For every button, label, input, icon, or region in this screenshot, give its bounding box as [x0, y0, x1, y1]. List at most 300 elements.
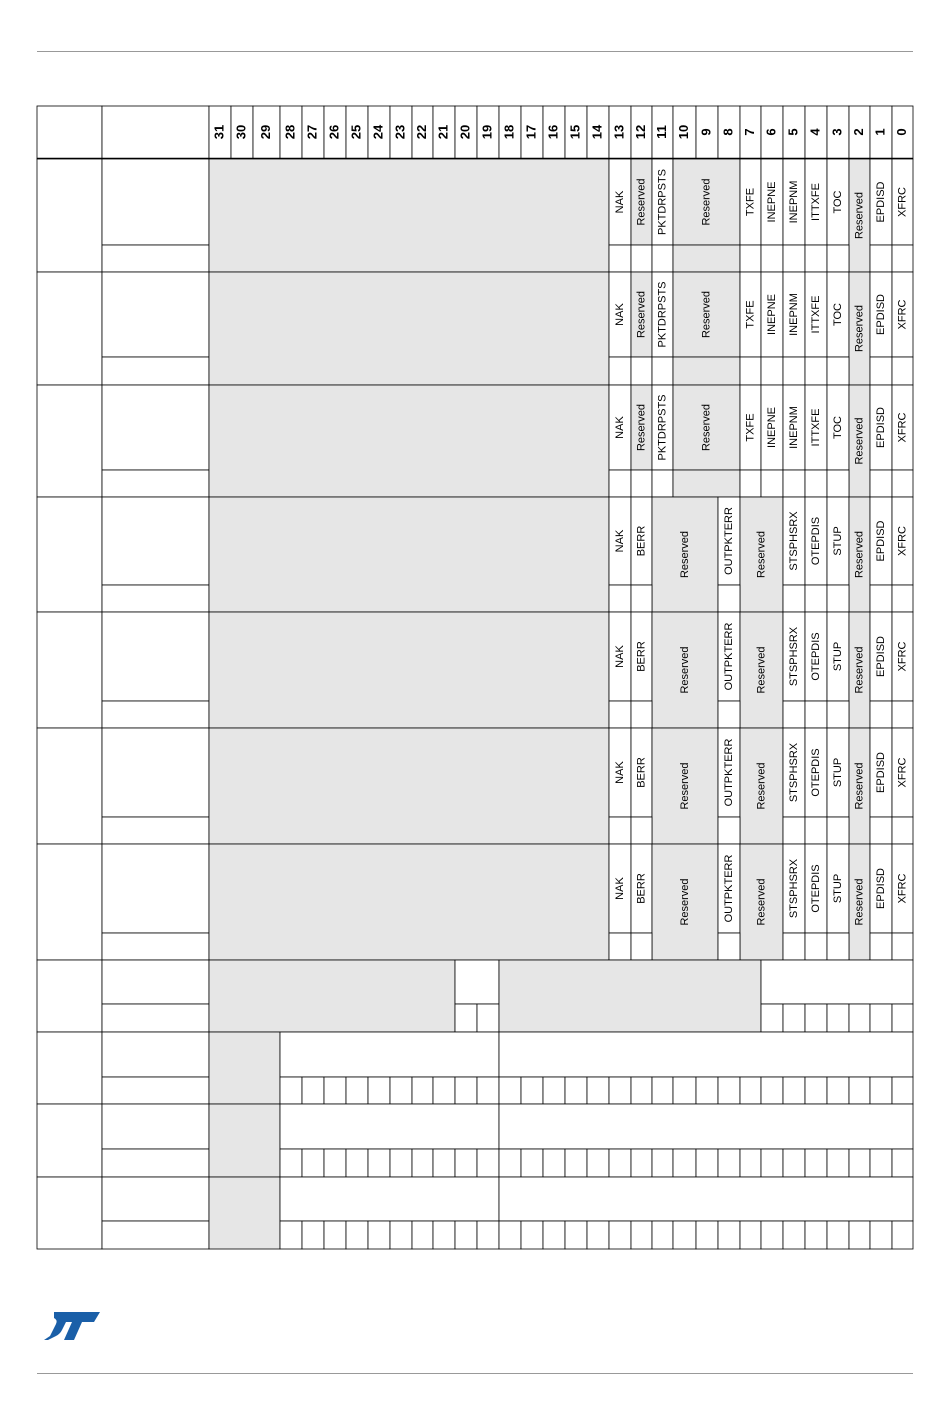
- field-label: Reserved: [853, 191, 866, 240]
- offset-cell: [37, 728, 102, 844]
- reset-value-cell: [718, 817, 740, 844]
- field-label: Reserved: [755, 530, 768, 579]
- reset-value-cell: [718, 933, 740, 960]
- field-label: INEPNE: [765, 407, 778, 448]
- bit-number: 1: [872, 128, 888, 136]
- field-label: Reserved: [635, 403, 648, 452]
- reset-value-cell: [390, 1149, 412, 1177]
- reset-value-cell: [761, 1221, 783, 1249]
- reset-value-cell: [609, 1149, 631, 1177]
- reset-value-cell: [433, 1077, 455, 1104]
- reset-value-cell: [324, 1149, 346, 1177]
- field-label: TXFE: [744, 300, 757, 329]
- reset-value-cell: [346, 1149, 368, 1177]
- field-label: OUTPKTERR: [722, 738, 735, 807]
- reset-value-cell: [870, 1077, 892, 1104]
- bit-number: 19: [479, 124, 495, 140]
- reset-value-cell: [870, 357, 892, 385]
- reset-value-cell: [543, 1221, 565, 1249]
- bit-field: [499, 1177, 913, 1221]
- bit-number: 24: [370, 124, 386, 140]
- field-label: XFRC: [896, 526, 909, 556]
- register-name-cell: [102, 1032, 209, 1077]
- reset-value-cell: [870, 1004, 892, 1032]
- reset-value-cell: [827, 1004, 849, 1032]
- reset-value-cell: [870, 817, 892, 844]
- reset-value-cell: [368, 1149, 390, 1177]
- field-label: Reserved: [700, 403, 713, 452]
- reset-value-cell: [892, 470, 913, 497]
- bit-field: [280, 1032, 499, 1077]
- field-label: STSPHSRX: [787, 626, 800, 687]
- reset-label-cell: [102, 817, 209, 844]
- bit-number: 2: [850, 128, 866, 136]
- reset-value-cell: [499, 1077, 521, 1104]
- reset-value-cell: [805, 1221, 827, 1249]
- reset-value-cell: [346, 1077, 368, 1104]
- offset-cell: [37, 272, 102, 385]
- field-label: STSPHSRX: [787, 858, 800, 919]
- reset-value-cell: [324, 1221, 346, 1249]
- field-label: OUTPKTERR: [722, 854, 735, 923]
- register-name-cell: [102, 728, 209, 817]
- reset-value-cell: [870, 585, 892, 612]
- reset-value-cell: [827, 1077, 849, 1104]
- bit-number: 14: [589, 124, 605, 140]
- reset-value-cell: [543, 1149, 565, 1177]
- reset-value-cell: [652, 1077, 673, 1104]
- field-label: OTEPDIS: [809, 516, 822, 566]
- reset-value-cell: [368, 1077, 390, 1104]
- reset-value-cell: [652, 1221, 673, 1249]
- bit-number: 30: [233, 124, 249, 140]
- offset-cell: [37, 1177, 102, 1249]
- reset-value-cell: [673, 1077, 696, 1104]
- field-label: STUP: [831, 873, 844, 904]
- bit-number: 27: [304, 124, 320, 140]
- reserved-field: [209, 1177, 280, 1249]
- reset-value-cell: [805, 1077, 827, 1104]
- reset-value-cell: [587, 1077, 609, 1104]
- reset-value-cell: [412, 1149, 433, 1177]
- reset-value-cell: [609, 933, 631, 960]
- reset-value-cell: [433, 1149, 455, 1177]
- field-label: STUP: [831, 526, 844, 556]
- reset-value-cell: [433, 1221, 455, 1249]
- reset-value-cell: [892, 817, 913, 844]
- field-label: Reserved: [853, 762, 866, 810]
- reset-value-cell: [870, 933, 892, 960]
- reset-value-cell: [652, 245, 673, 272]
- bit-field: [499, 1104, 913, 1149]
- reset-value-cell: [783, 817, 805, 844]
- offset-cell: [37, 159, 102, 272]
- reserved-field: [209, 1104, 280, 1177]
- field-label: EPDISD: [874, 294, 887, 335]
- reset-value-cell: [892, 1004, 913, 1032]
- reset-value-cell: [761, 1149, 783, 1177]
- field-label: EPDISD: [874, 520, 887, 562]
- reset-value-cell: [870, 701, 892, 728]
- reset-value-cell: [783, 585, 805, 612]
- field-label: EPDISD: [874, 868, 887, 909]
- reset-value-cell: [849, 1221, 870, 1249]
- reset-value-cell: [565, 1077, 587, 1104]
- field-label: NAK: [613, 416, 626, 439]
- field-label: INEPNM: [787, 406, 800, 449]
- reset-value-cell: [609, 357, 631, 385]
- reset-value-cell: [609, 701, 631, 728]
- reset-value-cell: [499, 1221, 521, 1249]
- reset-value-cell: [805, 933, 827, 960]
- reset-value-cell: [455, 1149, 477, 1177]
- field-label: Reserved: [700, 178, 713, 226]
- bit-field: [455, 960, 499, 1004]
- bit-number: 21: [435, 124, 451, 140]
- bit-number: 6: [763, 128, 779, 136]
- field-label: Reserved: [635, 290, 648, 339]
- reset-value-cell: [631, 357, 652, 385]
- field-label: NAK: [613, 190, 626, 214]
- field-label: Reserved: [700, 290, 713, 339]
- field-label: Reserved: [678, 762, 691, 810]
- header-offset-cell: [37, 106, 102, 159]
- reset-value-cell: [280, 1149, 302, 1177]
- reset-value-cell: [390, 1221, 412, 1249]
- field-label: Reserved: [755, 878, 768, 926]
- reset-value-cell: [652, 470, 673, 497]
- reset-value-cell: [302, 1149, 324, 1177]
- reset-value-cell: [543, 1077, 565, 1104]
- field-label: NAK: [613, 761, 626, 784]
- field-label: NAK: [613, 877, 626, 900]
- reset-value-cell: [761, 470, 783, 497]
- offset-cell: [37, 1032, 102, 1104]
- field-label: BERR: [635, 641, 648, 672]
- reset-value-cell: [718, 701, 740, 728]
- reset-value-cell: [412, 1077, 433, 1104]
- field-label: Reserved: [678, 646, 691, 694]
- reserved-field: [209, 385, 609, 497]
- field-label: INEPNM: [787, 180, 800, 224]
- bit-number: 10: [675, 124, 691, 140]
- reset-label-cell: [102, 470, 209, 497]
- field-label: OTEPDIS: [809, 748, 822, 797]
- field-label: BERR: [635, 757, 648, 788]
- reset-value-cell: [805, 585, 827, 612]
- register-name-cell: [102, 612, 209, 701]
- reset-value-cell: [827, 933, 849, 960]
- reset-value-cell: [827, 1149, 849, 1177]
- reset-value-cell: [783, 1077, 805, 1104]
- reset-value-cell: [718, 1221, 740, 1249]
- reset-value-cell: [390, 1077, 412, 1104]
- field-label: Reserved: [853, 878, 866, 926]
- reset-value-cell: [631, 245, 652, 272]
- reset-value-cell: [805, 1004, 827, 1032]
- offset-cell: [37, 497, 102, 612]
- field-label: TXFE: [744, 187, 757, 217]
- reset-value-cell: [783, 701, 805, 728]
- register-name-cell: [102, 272, 209, 357]
- reset-value-cell: [870, 470, 892, 497]
- reset-value-cell: [740, 1221, 761, 1249]
- reset-value-cell: [805, 357, 827, 385]
- reset-value-cell: [673, 1149, 696, 1177]
- reset-value-cell: [587, 1221, 609, 1249]
- reset-value-cell: [805, 245, 827, 272]
- reset-value-cell: [477, 1149, 499, 1177]
- bit-number: 17: [523, 124, 539, 140]
- reserved-field: [673, 470, 740, 497]
- field-label: Reserved: [853, 304, 866, 353]
- reset-value-cell: [892, 1149, 913, 1177]
- reserved-field: [499, 960, 761, 1032]
- reset-value-cell: [761, 357, 783, 385]
- reset-value-cell: [631, 470, 652, 497]
- reset-value-cell: [609, 245, 631, 272]
- field-label: INEPNE: [765, 294, 778, 335]
- field-label: XFRC: [896, 873, 909, 904]
- reset-value-cell: [455, 1077, 477, 1104]
- reset-value-cell: [280, 1221, 302, 1249]
- reset-value-cell: [805, 1149, 827, 1177]
- reset-value-cell: [870, 1149, 892, 1177]
- reset-label-cell: [102, 1221, 209, 1249]
- reserved-field: [209, 960, 455, 1032]
- reset-value-cell: [609, 470, 631, 497]
- reset-value-cell: [827, 701, 849, 728]
- reset-value-cell: [565, 1149, 587, 1177]
- reset-value-cell: [718, 1149, 740, 1177]
- reset-value-cell: [827, 585, 849, 612]
- reset-value-cell: [740, 1149, 761, 1177]
- field-label: Reserved: [853, 417, 866, 465]
- bit-number: 28: [282, 124, 298, 140]
- reset-value-cell: [740, 1077, 761, 1104]
- bit-field: [280, 1104, 499, 1149]
- field-label: NAK: [613, 529, 626, 553]
- reset-value-cell: [609, 817, 631, 844]
- reset-value-cell: [302, 1221, 324, 1249]
- field-label: EPDISD: [874, 407, 887, 448]
- field-label: BERR: [635, 873, 648, 904]
- bit-number: 26: [326, 124, 342, 140]
- reset-value-cell: [368, 1221, 390, 1249]
- reserved-field: [209, 272, 609, 385]
- field-label: EPDISD: [874, 636, 887, 677]
- register-name-cell: [102, 497, 209, 585]
- offset-cell: [37, 612, 102, 728]
- reset-value-cell: [783, 357, 805, 385]
- st-logo: [44, 1310, 102, 1342]
- reset-label-cell: [102, 585, 209, 612]
- bit-number: 11: [653, 125, 669, 139]
- reset-value-cell: [805, 470, 827, 497]
- field-label: EPDISD: [874, 181, 887, 223]
- reset-value-cell: [609, 1221, 631, 1249]
- register-name-cell: [102, 159, 209, 245]
- reserved-field: [673, 357, 740, 385]
- reset-value-cell: [761, 245, 783, 272]
- field-label: Reserved: [853, 530, 866, 579]
- bit-number: 9: [698, 128, 714, 136]
- bit-number: 20: [457, 124, 473, 140]
- field-label: XFRC: [896, 641, 909, 672]
- reset-value-cell: [631, 1149, 652, 1177]
- register-name-cell: [102, 385, 209, 470]
- reset-value-cell: [346, 1221, 368, 1249]
- field-label: ITTXFE: [809, 295, 822, 334]
- reset-value-cell: [696, 1077, 718, 1104]
- field-label: TOC: [831, 302, 844, 327]
- reset-value-cell: [718, 1077, 740, 1104]
- reset-value-cell: [740, 470, 761, 497]
- field-label: Reserved: [853, 646, 866, 694]
- reset-value-cell: [892, 585, 913, 612]
- reset-value-cell: [652, 1149, 673, 1177]
- field-label: PKTDRPSTS: [656, 168, 669, 236]
- field-label: EPDISD: [874, 752, 887, 793]
- reset-value-cell: [805, 701, 827, 728]
- reset-value-cell: [827, 817, 849, 844]
- field-label: ITTXFE: [809, 183, 822, 221]
- reserved-field: [209, 612, 609, 728]
- reset-value-cell: [892, 933, 913, 960]
- reset-value-cell: [587, 1149, 609, 1177]
- reset-value-cell: [477, 1221, 499, 1249]
- reset-value-cell: [783, 470, 805, 497]
- reset-value-cell: [631, 933, 652, 960]
- bit-number: 15: [567, 124, 583, 140]
- field-label: STUP: [831, 757, 844, 788]
- reset-value-cell: [827, 470, 849, 497]
- register-name-cell: [102, 844, 209, 933]
- reset-value-cell: [827, 245, 849, 272]
- reset-value-cell: [477, 1077, 499, 1104]
- register-name-cell: [102, 1104, 209, 1149]
- field-label: Reserved: [755, 762, 768, 810]
- reset-value-cell: [631, 817, 652, 844]
- field-label: OTEPDIS: [809, 632, 822, 681]
- offset-cell: [37, 844, 102, 960]
- field-label: Reserved: [755, 646, 768, 694]
- field-label: NAK: [613, 303, 626, 326]
- field-label: INEPNE: [765, 181, 778, 223]
- reset-value-cell: [280, 1077, 302, 1104]
- reset-value-cell: [783, 245, 805, 272]
- reset-value-cell: [761, 1004, 783, 1032]
- field-label: XFRC: [896, 187, 909, 217]
- reset-value-cell: [892, 245, 913, 272]
- reset-value-cell: [849, 1149, 870, 1177]
- bit-field: [280, 1177, 499, 1221]
- reset-label-cell: [102, 1077, 209, 1104]
- reserved-field: [209, 497, 609, 612]
- reset-value-cell: [740, 245, 761, 272]
- field-label: Reserved: [678, 878, 691, 926]
- bit-field: [499, 1032, 913, 1077]
- reset-value-cell: [609, 1077, 631, 1104]
- field-label: XFRC: [896, 299, 909, 330]
- register-name-cell: [102, 1177, 209, 1221]
- reset-value-cell: [783, 933, 805, 960]
- offset-cell: [37, 1104, 102, 1177]
- field-label: PKTDRPSTS: [656, 281, 669, 348]
- reset-value-cell: [652, 357, 673, 385]
- reset-label-cell: [102, 933, 209, 960]
- reset-value-cell: [870, 245, 892, 272]
- reset-label-cell: [102, 701, 209, 728]
- reset-value-cell: [761, 1077, 783, 1104]
- reset-value-cell: [892, 1077, 913, 1104]
- bit-number: 4: [807, 128, 823, 136]
- field-label: TOC: [831, 190, 844, 214]
- field-label: TOC: [831, 415, 844, 440]
- bit-number: 13: [611, 124, 627, 140]
- bit-number: 23: [392, 124, 408, 140]
- bit-number: 7: [741, 128, 757, 136]
- bit-number: 5: [785, 128, 801, 136]
- bit-number: 8: [720, 128, 736, 136]
- reset-value-cell: [892, 701, 913, 728]
- reset-value-cell: [324, 1077, 346, 1104]
- reset-value-cell: [827, 357, 849, 385]
- reset-value-cell: [892, 357, 913, 385]
- offset-cell: [37, 385, 102, 497]
- field-label: STSPHSRX: [787, 742, 800, 803]
- reset-label-cell: [102, 245, 209, 272]
- reset-value-cell: [783, 1149, 805, 1177]
- bit-number: 31: [211, 124, 227, 140]
- reset-value-cell: [631, 701, 652, 728]
- bit-number: 16: [545, 124, 561, 140]
- reset-value-cell: [892, 1221, 913, 1249]
- reset-value-cell: [455, 1004, 477, 1032]
- field-label: OUTPKTERR: [722, 507, 735, 575]
- field-label: TXFE: [744, 413, 757, 442]
- reset-value-cell: [565, 1221, 587, 1249]
- field-label: PKTDRPSTS: [656, 394, 669, 461]
- reset-value-cell: [783, 1004, 805, 1032]
- reset-label-cell: [102, 357, 209, 385]
- bit-field: [761, 960, 913, 1004]
- field-label: STUP: [831, 641, 844, 672]
- reset-value-cell: [740, 357, 761, 385]
- reserved-field: [209, 1032, 280, 1104]
- reset-value-cell: [673, 1221, 696, 1249]
- reserved-field: [209, 159, 609, 272]
- field-label: ITTXFE: [809, 408, 822, 447]
- reset-label-cell: [102, 1149, 209, 1177]
- reset-value-cell: [696, 1221, 718, 1249]
- reset-value-cell: [849, 1077, 870, 1104]
- reset-value-cell: [696, 1149, 718, 1177]
- header-name-cell: [102, 106, 209, 159]
- reset-value-cell: [718, 585, 740, 612]
- reset-value-cell: [521, 1221, 543, 1249]
- reset-value-cell: [477, 1004, 499, 1032]
- reset-value-cell: [631, 1221, 652, 1249]
- field-label: OTEPDIS: [809, 864, 822, 913]
- reset-value-cell: [827, 1221, 849, 1249]
- field-label: XFRC: [896, 412, 909, 443]
- bit-number: 29: [257, 124, 273, 140]
- bit-number: 22: [413, 124, 429, 140]
- reset-value-cell: [455, 1221, 477, 1249]
- register-name-cell: [102, 960, 209, 1004]
- bit-number: 0: [893, 128, 909, 136]
